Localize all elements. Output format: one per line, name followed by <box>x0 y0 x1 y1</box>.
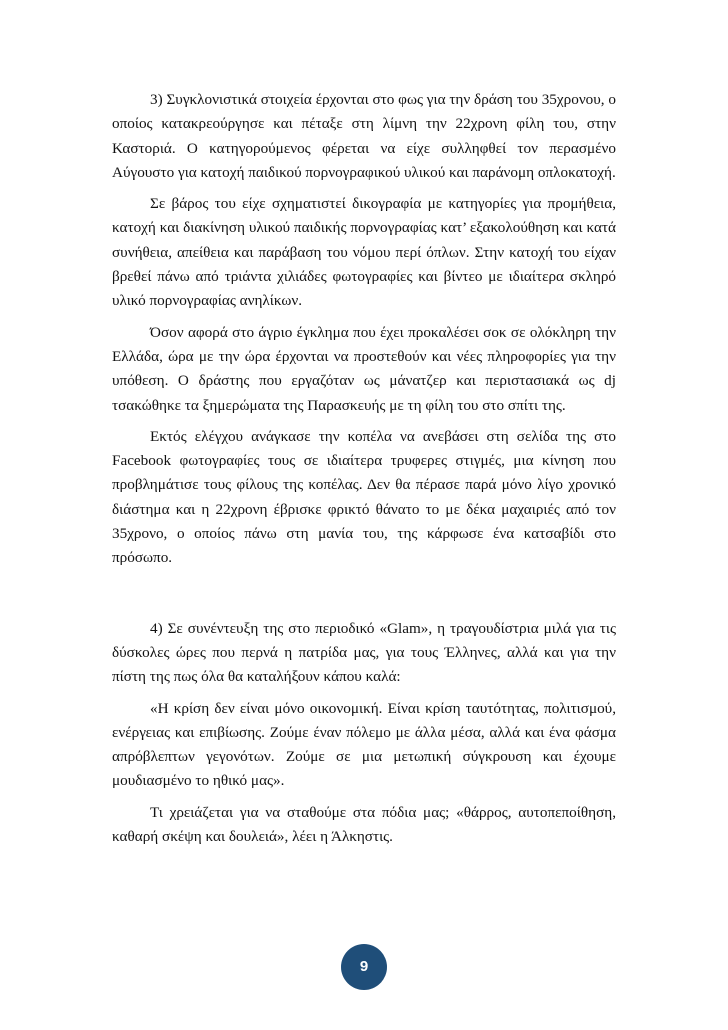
paragraph-3-intro: 3) Συγκλονιστικά στοιχεία έρχονται στο φως για την δράση του 35χρονου, ο οποίος κατακρεούργησε και πέταξε στη λίμνη την 22χρονη φίλη του, στην Καστοριά. Ο κατηγορούμενος φέρεται να είχε συλληφθεί τον περασμένο Αύγουστο για κατοχή παιδικού πορνογραφικού υλικού και παράνομη οπλοκατοχή. <box>112 91 616 181</box>
article-body <box>112 88 616 849</box>
page-number-badge: 9 <box>341 944 387 990</box>
paragraph-4-interview: 4) Σε συνέντευξη της στο περιοδικό «Glam», η τραγουδίστρια μιλά για τις δύσκολες ώρες που περνά η πατρίδα μας, για τους Έλληνες, αλλά και για την πίστη της πως όλα θα καταλήξουν κάπου καλά: <box>112 619 616 686</box>
paragraph-3-charges: Σε βάρος του είχε σχηματιστεί δικογραφία με κατηγορίες για προμήθεια, κατοχή και διακίνηση υλικού παιδικής πορνογραφίας κατ’ εξακολούθηση και κατά συνήθεια, απείθεια και παράβαση του νόμου περί όπλων. Στην κατοχή του είχαν βρεθεί πάνω από τριάντα χιλιάδες φωτογραφίες και βίντεο με ιδιαίτερα σκληρό υλικό πορνογραφίας ανηλίκων. <box>112 195 616 310</box>
paragraph-3-crime: Όσον αφορά στο άγριο έγκλημα που έχει προκαλέσει σοκ σε ολόκληρη την Ελλάδα, ώρα με την ώρα έρχονται να προστεθούν και νέες πληροφορίες για την υπόθεση. Ο δράστης που εργαζόταν ως μάνατζερ και περιστασιακά ως dj τσακώθηκε τα ξημερώματα της Παρασκευής με τη φίλη του στο σπίτι της. <box>112 323 616 414</box>
paragraph-4-quote: «Η κρίση δεν είναι μόνο οικονομική. Είναι κρίση ταυτότητας, πολιτισμού, ενέργειας και επιβίωσης. Ζούμε έναν πόλεμο με άλλα μέσα, αλλά και ένα φάσμα απρόβλεπτων γεγονότων. Ζούμε σε μια μετωπική σύγκρουση και έχουμε μουδιασμένο το ηθικό μας». <box>112 699 616 790</box>
paragraph-4-closing: Τι χρειάζεται για να σταθούμε στα πόδια μας; «θάρρος, αυτοπεποίθηση, καθαρή σκέψη και δουλειά», λέει η Άλκηστις. <box>112 803 616 846</box>
paragraph-3-facebook: Εκτός ελέγχου ανάγκασε την κοπέλα να ανεβάσει στη σελίδα της στο Facebook φωτογραφίες τους σε ιδιαίτερα τρυφερες στιγμές, μια κίνηση που προβλημάτισε τους φίλους της κοπέλας. Δεν θα πέρασε παρά μόνο λίγο χρονικό διάστημα και η 22χρονη έβρισκε φρικτό θάνατο το με δέκα μαχαιριές από τον 35χρονο, ο οποίος πάνω στη μανία του, της κάρφωσε ένα κατσαβίδι στο πρόσωπο. <box>112 427 616 567</box>
